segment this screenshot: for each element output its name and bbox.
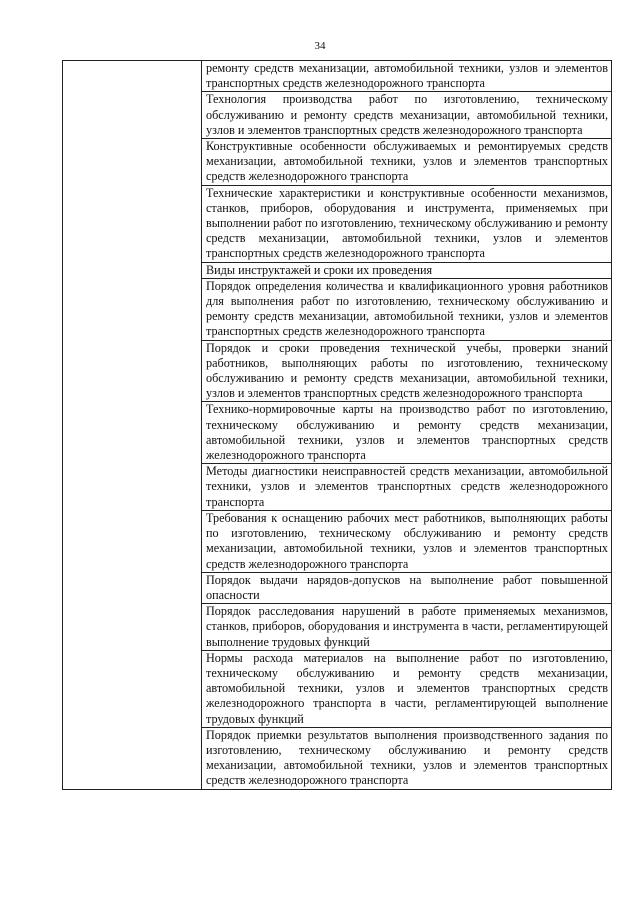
list-item: Технико-нормировочные карты на производство работ по изготовлению, техническому обслуживанию и ремонту средств механизации, автомобильной техники, узлов и элементов транспортных средств железнодорожного транспорта bbox=[202, 402, 611, 464]
list-item: Виды инструктажей и сроки их проведения bbox=[202, 263, 611, 279]
list-item: Порядок и сроки проведения технической учебы, проверки знаний работников, выполняющих работы по изготовлению, техническому обслуживанию и ремонту средств механизации, автомобильной техники, узлов и элементов транспортных средств железнодорожного транспорта bbox=[202, 341, 611, 403]
list-item: Технология производства работ по изготовлению, техническому обслуживанию и ремонту средств механизации, автомобильной техники, узлов и элементов транспортных средств железнодорожного транспорта bbox=[202, 92, 611, 139]
list-item: Порядок определения количества и квалификационного уровня работников для выполнения работ по изготовлению, техническому обслуживанию и ремонту средств механизации, автомобильной техники, узлов и элементов транспортных средств железнодорожного транспорта bbox=[202, 279, 611, 341]
list-item: Конструктивные особенности обслуживаемых и ремонтируемых средств механизации, автомобильной техники, узлов и элементов транспортных средств железнодорожного транспорта bbox=[202, 139, 611, 186]
knowledge-list bbox=[202, 61, 611, 789]
table-row bbox=[63, 61, 612, 790]
table-left-cell bbox=[63, 61, 202, 790]
list-item: Технические характеристики и конструктивные особенности механизмов, станков, приборов, оборудования и инструмента, применяемых при выполнении работ по изготовлению, техническому обслуживанию и ремонту средств механизации, автомобильной техники, узлов и элементов транспортных средств железнодорожного транспорта bbox=[202, 186, 611, 263]
table-right-cell bbox=[202, 61, 612, 790]
list-item: Методы диагностики неисправностей средств механизации, автомобильной техники, узлов и элементов транспортных средств железнодорожного транспорта bbox=[202, 464, 611, 511]
list-item: Порядок выдачи нарядов-допусков на выполнение работ повышенной опасности bbox=[202, 573, 611, 604]
list-item: Порядок расследования нарушений в работе применяемых механизмов, станков, приборов, оборудования и инструмента в части, регламентирующей выполнение трудовых функций bbox=[202, 604, 611, 651]
list-item: Нормы расхода материалов на выполнение работ по изготовлению, техническому обслуживанию и ремонту средств механизации, автомобильной техники, узлов и элементов транспортных средств железнодорожного транспорта в части, регламентирующей выполнение трудовых функций bbox=[202, 651, 611, 728]
list-item: Требования к оснащению рабочих мест работников, выполняющих работы по изготовлению, техническому обслуживанию и ремонту средств механизации, автомобильной техники, узлов и элементов транспортных средств железнодорожного транспорта bbox=[202, 511, 611, 573]
list-item: ремонту средств механизации, автомобильной техники, узлов и элементов транспортных средств железнодорожного транспорта bbox=[202, 61, 611, 92]
page-number: 34 bbox=[314, 40, 326, 52]
list-item: Порядок приемки результатов выполнения производственного задания по изготовлению, техническому обслуживанию и ремонту средств механизации, автомобильной техники, узлов и элементов транспортных средств железнодорожного транспорта bbox=[206, 727, 608, 788]
requirements-table bbox=[62, 60, 612, 790]
